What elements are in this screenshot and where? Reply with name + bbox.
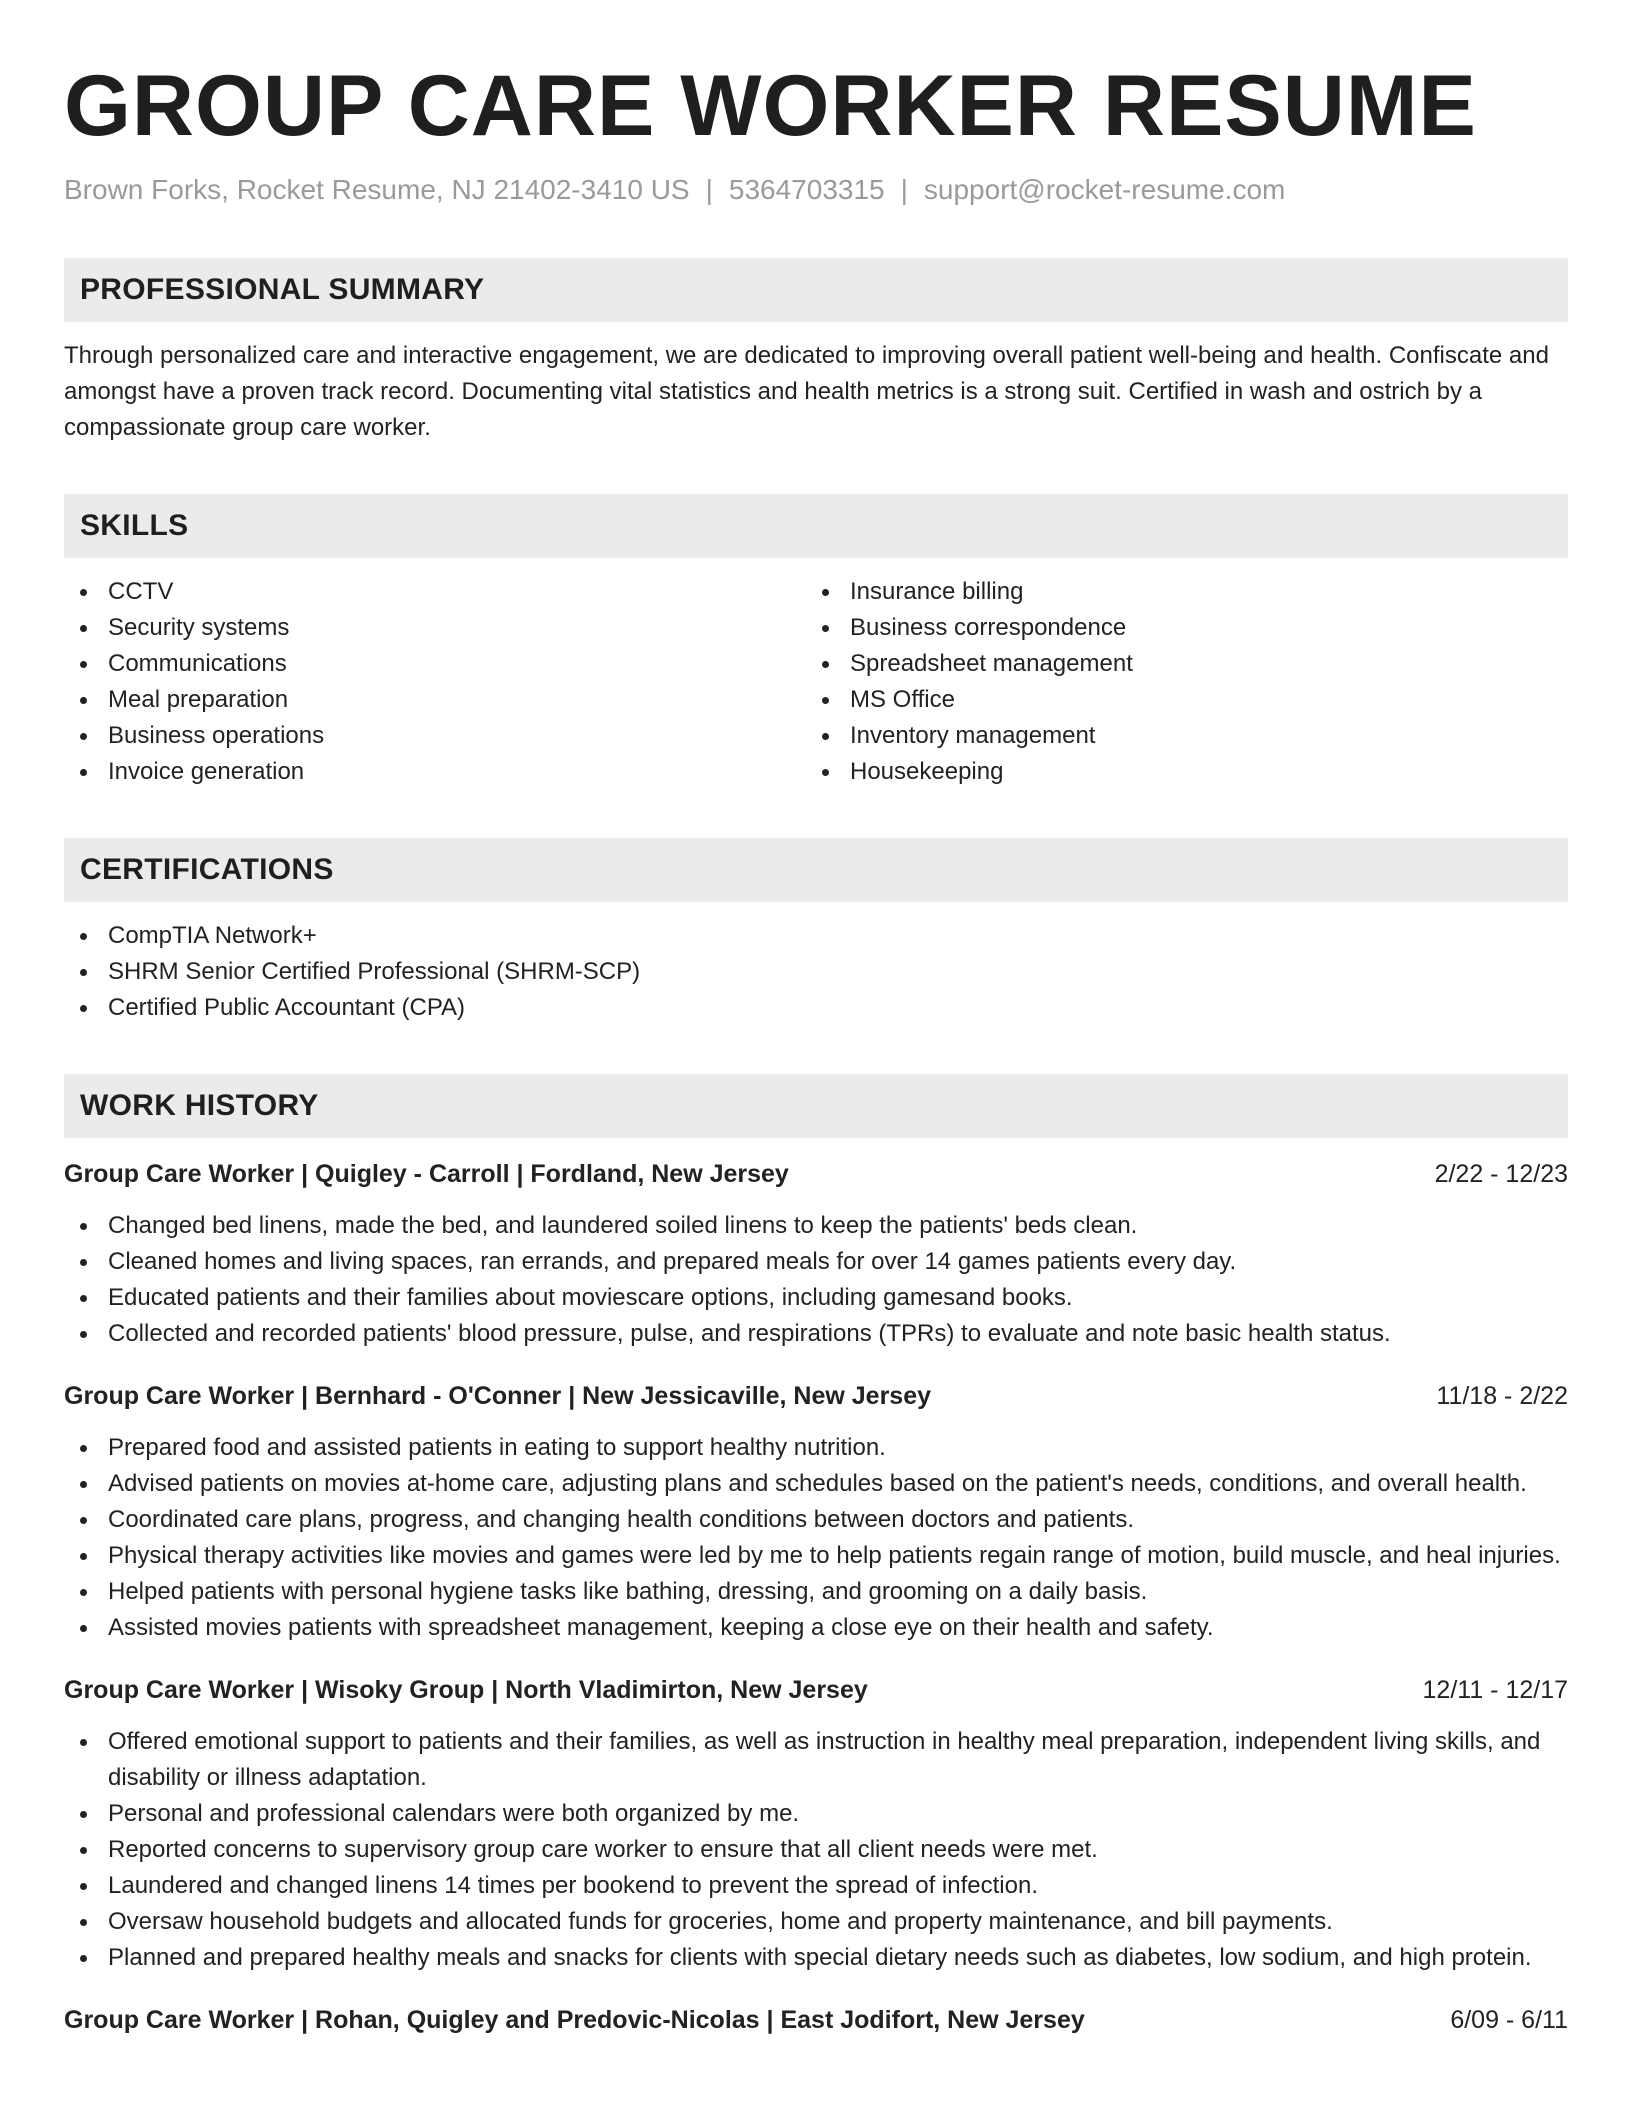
job-title: Group Care Worker | Quigley - Carroll | Fordland, New Jersey bbox=[64, 1160, 789, 1188]
contact-line bbox=[64, 172, 1568, 208]
skill-item: Insurance billing bbox=[806, 574, 1548, 610]
job-bullet: Educated patients and their families about moviescare options, including gamesand books. bbox=[64, 1280, 1568, 1316]
contact-email[interactable]: support@rocket-resume.com bbox=[923, 174, 1286, 205]
job-title: Group Care Worker | Rohan, Quigley and Predovic-Nicolas | East Jodifort, New Jersey bbox=[64, 2006, 1085, 2034]
job-bullet: Assisted movies patients with spreadsheet management, keeping a close eye on their health and safety. bbox=[64, 1610, 1568, 1646]
job-bullet: Advised patients on movies at-home care, adjusting plans and schedules based on the patient's needs, conditions, and overall health. bbox=[64, 1466, 1568, 1502]
skill-item: Communications bbox=[64, 646, 806, 682]
job-entry bbox=[64, 2002, 1568, 2038]
job-bullet: Offered emotional support to patients and their families, as well as instruction in healthy meal preparation, independent living skills, and disability or illness adaptation. bbox=[64, 1724, 1568, 1796]
job-bullet: Planned and prepared healthy meals and snacks for clients with special dietary needs such as diabetes, low sodium, and high protein. bbox=[64, 1940, 1568, 1976]
job-entry bbox=[64, 1378, 1568, 1646]
skill-item: Housekeeping bbox=[806, 754, 1548, 790]
contact-separator: | bbox=[705, 174, 713, 205]
section-heading-skills: SKILLS bbox=[64, 494, 1568, 558]
contact-separator: | bbox=[900, 174, 908, 205]
job-bullet: Reported concerns to supervisory group care worker to ensure that all client needs were met. bbox=[64, 1832, 1568, 1868]
job-bullet: Physical therapy activities like movies and games were led by me to help patients regain range of motion, build muscle, and heal injuries. bbox=[64, 1538, 1568, 1574]
skill-item: Invoice generation bbox=[64, 754, 806, 790]
resume-title: GROUP CARE WORKER RESUME bbox=[64, 58, 1477, 154]
summary-text: Through personalized care and interactive engagement, we are dedicated to improving overall patient well-being and health. Confiscate and amongst have a proven track record. Documenting vital statistics and health metrics is a strong suit. Certified in wash and ostrich by a compassionate group care worker. bbox=[64, 342, 1549, 441]
skill-item: Inventory management bbox=[806, 718, 1548, 754]
skill-item: MS Office bbox=[806, 682, 1548, 718]
job-bullet: Changed bed linens, made the bed, and laundered soiled linens to keep the patients' beds clean. bbox=[64, 1208, 1568, 1244]
work-history-list bbox=[64, 1156, 1568, 2038]
section-heading-summary: PROFESSIONAL SUMMARY bbox=[64, 258, 1568, 322]
job-bullets bbox=[64, 1724, 1568, 1976]
skills-column-right bbox=[806, 574, 1548, 790]
skill-item: Business operations bbox=[64, 718, 806, 754]
job-title: Group Care Worker | Wisoky Group | North Vladimirton, New Jersey bbox=[64, 1676, 868, 1704]
skills-list bbox=[64, 574, 1568, 790]
job-header bbox=[64, 1156, 1568, 1192]
job-bullet: Personal and professional calendars were both organized by me. bbox=[64, 1796, 1568, 1832]
skill-item: CCTV bbox=[64, 574, 806, 610]
skill-item: Meal preparation bbox=[64, 682, 806, 718]
certification-item: Certified Public Accountant (CPA) bbox=[64, 990, 1568, 1026]
job-dates: 6/09 - 6/11 bbox=[1450, 2006, 1568, 2034]
job-entry bbox=[64, 1672, 1568, 1976]
certification-item: SHRM Senior Certified Professional (SHRM-SCP) bbox=[64, 954, 1568, 990]
job-bullet: Cleaned homes and living spaces, ran errands, and prepared meals for over 14 games patients every day. bbox=[64, 1244, 1568, 1280]
job-bullet: Collected and recorded patients' blood pressure, pulse, and respirations (TPRs) to evaluate and note basic health status. bbox=[64, 1316, 1568, 1352]
job-bullet: Laundered and changed linens 14 times per bookend to prevent the spread of infection. bbox=[64, 1868, 1568, 1904]
skill-item: Security systems bbox=[64, 610, 806, 646]
job-header bbox=[64, 2002, 1568, 2038]
skill-item: Spreadsheet management bbox=[806, 646, 1548, 682]
job-header bbox=[64, 1672, 1568, 1708]
contact-address: Brown Forks, Rocket Resume, NJ 21402-3410 US bbox=[64, 174, 690, 205]
job-dates: 2/22 - 12/23 bbox=[1434, 1160, 1568, 1188]
job-title: Group Care Worker | Bernhard - O'Conner | New Jessicaville, New Jersey bbox=[64, 1382, 932, 1410]
section-heading-certifications: CERTIFICATIONS bbox=[64, 838, 1568, 902]
contact-phone: 5364703315 bbox=[728, 174, 885, 205]
skills-column-left bbox=[64, 574, 806, 790]
certification-item: CompTIA Network+ bbox=[64, 918, 1568, 954]
job-entry bbox=[64, 1156, 1568, 1352]
job-bullet: Helped patients with personal hygiene tasks like bathing, dressing, and grooming on a daily basis. bbox=[64, 1574, 1568, 1610]
job-dates: 11/18 - 2/22 bbox=[1436, 1382, 1568, 1410]
section-heading-work-history: WORK HISTORY bbox=[64, 1074, 1568, 1138]
job-bullet: Prepared food and assisted patients in eating to support healthy nutrition. bbox=[64, 1430, 1568, 1466]
job-bullet: Coordinated care plans, progress, and changing health conditions between doctors and patients. bbox=[64, 1502, 1568, 1538]
job-header bbox=[64, 1378, 1568, 1414]
job-bullets bbox=[64, 1208, 1568, 1352]
job-bullet: Oversaw household budgets and allocated funds for groceries, home and property maintenance, and bill payments. bbox=[64, 1904, 1568, 1940]
certifications-list bbox=[64, 918, 1568, 1026]
skill-item: Business correspondence bbox=[806, 610, 1548, 646]
job-dates: 12/11 - 12/17 bbox=[1422, 1676, 1568, 1704]
job-bullets bbox=[64, 1430, 1568, 1646]
